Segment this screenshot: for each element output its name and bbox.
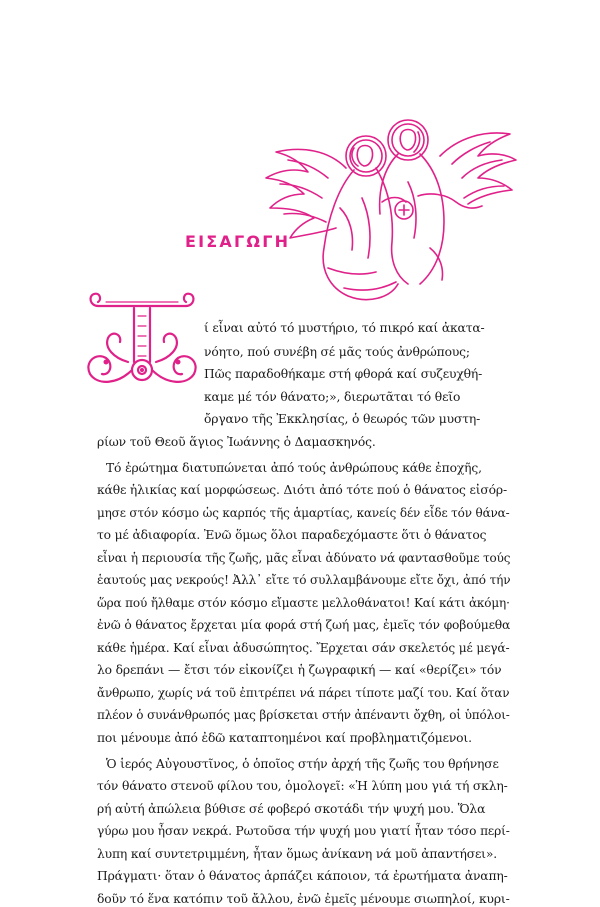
text-line: κάθε ἡλικίας καί μορφώσεως. Διότι ἀπό τότε πού ὁ θάνατος εἰσόρ- [97,483,507,497]
text-line: κάθε ἡμέρα. Καί εἶναι ἀδυσώπητος. Ἔρχεται σάν σκελετός μέ μεγά- [97,641,510,655]
chapter-heading: ΕΙΣΑΓΩΓΗ [185,232,291,251]
text-line: ρίων τοῦ Θεοῦ ἅγιος Ἰωάννης ὁ Δαμασκηνός. [97,435,376,449]
text-line: Πῶς παραδοθήκαμε στή φθορά καί συζευχθή- [204,367,483,381]
text-line: πλέον ὁ συνάνθρωπός μας βρίσκεται στήν ἀπέναντι ὄχθη, οἱ ὑπόλοι- [97,708,510,722]
text-line: Τό ἐρώτημα διατυπώνεται ἀπό τούς ἀνθρώπους κάθε ἐποχῆς, [106,461,482,475]
text-line: δοῦν τό ἕνα κατόπιν τοῦ ἄλλου, ἐνῶ ἐμεῖς μένουμε σιωπηλοί, κυρι- [97,892,510,906]
text-line: ρή αὐτή ἀπώλεια βύθισε σέ φοβερό σκοτάδι τήν ψυχή μου. Ὅλα [97,802,486,816]
text-line: ὥρα πού ἤλθαμε στόν κόσμο εἴμαστε μελλοθάνατοι! Καί κάτι ἀκόμη· [97,596,510,610]
text-line: μησε στόν κόσμο ὡς καρπός τῆς ἁμαρτίας, κανείς δέν εἶδε τόν θάνα- [97,506,510,520]
text-line: νόητο, πού συνέβη σέ μᾶς τούς ἀνθρώπους; [204,345,470,359]
text-line: το μέ ἀδιαφορία. Ἐνῶ ὅμως ὅλοι παραδεχόμαστε ὅτι ὁ θάνατος [97,528,487,542]
text-line: Ὁ ἱερός Αὐγουστῖνος, ὁ ὁποῖος στήν ἀρχή τῆς ζωῆς του θρήνησε [106,757,499,771]
text-line: ἄνθρωπο, χωρίς νά τοῦ ἐπιτρέπει νά πάρει τίποτε μαζί του. Καί ὅταν [97,686,510,700]
text-line: ἑαυτούς μας νεκρούς! Ἀλλ᾽ εἴτε τό συλλαμβάνουμε εἴτε ὄχι, ἀπό τήν [97,573,511,587]
text-line: ὄργανο τῆς Ἐκκλησίας, ὁ θεωρός τῶν μυστη- [204,412,481,426]
text-line: λο δρεπάνι — ἔτσι τόν εἰκονίζει ἡ ζωγραφική — καί «θερίζει» τόν [97,663,502,677]
text-line: ἐνῶ ὁ θάνατος ἔρχεται μία φορά στή ζωή μας, ἐμεῖς τόν φοβούμεθα [97,618,511,632]
text-line: τόν θάνατο στενοῦ φίλου του, ὁμολογεῖ: «Ἡ λύπη μου γιά τή σκλη- [97,779,508,793]
text-line: ί εἶναι αὐτό τό μυστήριο, τό πικρό καί ἀκατα- [204,321,485,335]
text-line: λυπη καί συντετριμμένη, ἦταν ὅμως ἀνίκανη νά μοῦ ἀπαντήσει». [97,847,497,861]
text-line: εἶναι ἡ περιουσία τῆς ζωῆς, μᾶς εἶναι ἀδύνατο νά φαντασθοῦμε τούς [97,551,511,565]
text-line: καμε μέ τόν θάνατο;», διερωτᾶται τό θεῖο [204,390,461,404]
text-line: γύρω μου ἦσαν νεκρά. Ρωτοῦσα τήν ψυχή μου γιατί ἦταν τόσο περί- [97,824,510,838]
text-line: ποι μένουμε ἀπό ἐδῶ καταπτοημένοι καί προβληματιζόμενοι. [97,731,472,745]
text-line: Πράγματι· ὅταν ὁ θάνατος ἁρπάζει κάποιον, τά ἐρωτήματα ἀναπη- [97,869,508,883]
